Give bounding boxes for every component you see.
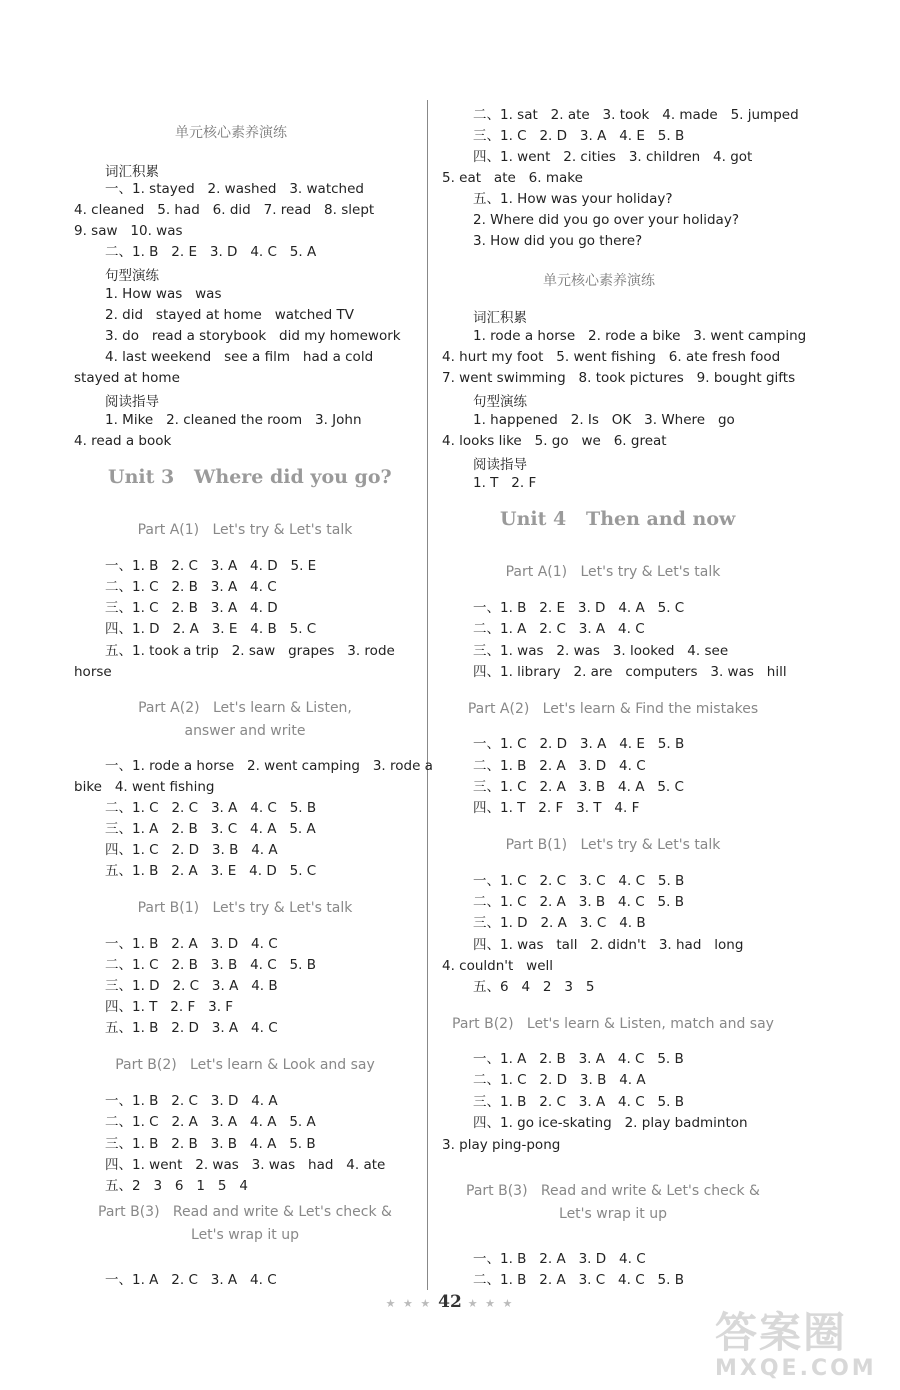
section-title: 单元核心素养演练 — [543, 273, 655, 289]
answer-line: 一、1. B 2. C 3. A 4. D 5. E — [105, 558, 317, 574]
reading-heading: 阅读指导 — [105, 394, 159, 410]
answer-line: 二、1. C 2. B 3. B 4. C 5. B — [105, 957, 316, 973]
answer-line: 三、1. B 2. C 3. A 4. C 5. B — [473, 1094, 684, 1110]
answer-line: 五、2 3 6 1 5 4 — [105, 1178, 248, 1194]
part-heading: Part A(2) Let's learn & Find the mistakes — [467, 701, 759, 717]
answer-line: 二、1. B 2. E 3. D 4. C 5. A — [105, 244, 317, 260]
answer-line: 2. Where did you go over your holiday? — [473, 212, 739, 228]
part-heading: Part B(3) Read and write & Let's check & — [98, 1204, 392, 1220]
part-heading: Part B(2) Let's learn & Look and say — [115, 1057, 375, 1073]
part-heading: Part B(1) Let's try & Let's talk — [137, 900, 353, 916]
answer-line: 二、1. sat 2. ate 3. took 4. made 5. jumped — [473, 107, 799, 123]
answer-line: 一、1. A 2. C 3. A 4. C — [105, 1272, 277, 1288]
answer-line: 五、6 4 2 3 5 — [473, 979, 595, 995]
answer-line: 二、1. B 2. A 3. C 4. C 5. B — [473, 1272, 684, 1288]
answer-line: 1. How was was — [105, 286, 222, 302]
answer-line: 4. last weekend see a film had a cold — [105, 349, 374, 365]
answer-line: 7. went swimming 8. took pictures 9. bought gifts — [442, 370, 796, 386]
answer-line: 二、1. B 2. A 3. D 4. C — [473, 758, 646, 774]
answer-line: 四、1. went 2. was 3. was had 4. ate — [105, 1157, 386, 1173]
answer-line: 9. saw 10. was — [74, 223, 183, 239]
answer-line: 五、1. B 2. A 3. E 4. D 5. C — [105, 863, 317, 879]
section-title: 单元核心素养演练 — [175, 125, 287, 141]
answer-line: 一、1. rode a horse 2. went camping 3. rode a — [105, 758, 433, 774]
unit-3-title: Unit 3 Where did you go? — [108, 466, 392, 488]
answer-line: 1. Mike 2. cleaned the room 3. John — [105, 412, 362, 428]
answer-line: 三、1. D 2. A 3. C 4. B — [473, 915, 646, 931]
answer-line: 四、1. C 2. D 3. B 4. A — [105, 842, 278, 858]
answer-line: 4. read a book — [74, 433, 172, 449]
part-heading: Part B(1) Let's try & Let's talk — [505, 837, 721, 853]
answer-line: 1. happened 2. Is OK 3. Where go — [473, 412, 735, 428]
answer-line: 2. did stayed at home watched TV — [105, 307, 354, 323]
answer-line: horse — [74, 664, 112, 680]
answer-line: 三、1. C 2. D 3. A 4. E 5. B — [473, 128, 685, 144]
vocab-heading: 词汇积累 — [105, 164, 159, 180]
answer-line: 五、1. How was your holiday? — [473, 191, 673, 207]
answer-line: 一、1. B 2. A 3. D 4. C — [473, 1251, 646, 1267]
answer-line: bike 4. went fishing — [74, 779, 215, 795]
answer-line: 一、1. B 2. E 3. D 4. A 5. C — [473, 600, 685, 616]
answer-line: 1. rode a horse 2. rode a bike 3. went camping — [473, 328, 807, 344]
sentence-heading: 句型演练 — [473, 394, 527, 410]
answer-line: 1. T 2. F — [473, 475, 537, 491]
answer-line: 3. How did you go there? — [473, 233, 643, 249]
answer-line: 一、1. B 2. C 3. D 4. A — [105, 1093, 278, 1109]
answer-line: 三、1. C 2. A 3. B 4. A 5. C — [473, 779, 684, 795]
answer-line: 二、1. C 2. A 3. A 4. A 5. A — [105, 1114, 316, 1130]
vocab-heading: 词汇积累 — [473, 310, 527, 326]
answer-line: 二、1. C 2. D 3. B 4. A — [473, 1072, 646, 1088]
answer-line: 二、1. C 2. B 3. A 4. C — [105, 579, 277, 595]
part-heading-cont: answer and write — [184, 723, 306, 739]
answer-line: 四、1. went 2. cities 3. children 4. got — [473, 149, 753, 165]
part-heading: Part A(1) Let's try & Let's talk — [137, 522, 353, 538]
part-heading-cont: Let's wrap it up — [559, 1206, 667, 1222]
column-divider — [427, 100, 428, 1290]
answer-line: 四、1. T 2. F 3. F — [105, 999, 234, 1015]
answer-line: 二、1. C 2. C 3. A 4. C 5. B — [105, 800, 317, 816]
watermark-text: 答案圈 — [715, 1308, 848, 1357]
answer-line: 四、1. go ice-skating 2. play badminton — [473, 1115, 748, 1131]
answer-line: 五、1. B 2. D 3. A 4. C — [105, 1020, 278, 1036]
answer-line: 4. couldn't well — [442, 958, 554, 974]
answer-line: 一、1. A 2. B 3. A 4. C 5. B — [473, 1051, 684, 1067]
reading-heading: 阅读指导 — [473, 457, 527, 473]
part-heading: Part A(2) Let's learn & Listen, — [138, 700, 352, 716]
answer-line: 三、1. B 2. B 3. B 4. A 5. B — [105, 1136, 316, 1152]
answer-line: 三、1. A 2. B 3. C 4. A 5. A — [105, 821, 316, 837]
star-icon: ★ ★ ★ — [385, 1297, 433, 1310]
answer-line: 二、1. A 2. C 3. A 4. C — [473, 621, 645, 637]
answer-line: 一、1. B 2. A 3. D 4. C — [105, 936, 278, 952]
answer-line: 一、1. C 2. D 3. A 4. E 5. B — [473, 736, 685, 752]
answer-line: 四、1. library 2. are computers 3. was hill — [473, 664, 787, 680]
answer-line: 4. hurt my foot 5. went fishing 6. ate fresh food — [442, 349, 781, 365]
answer-line: 四、1. was tall 2. didn't 3. had long — [473, 937, 744, 953]
answer-line: 五、1. took a trip 2. saw grapes 3. rode — [105, 643, 395, 659]
watermark-logo — [715, 1300, 895, 1385]
answer-line: 5. eat ate 6. make — [442, 170, 583, 186]
unit-4-title: Unit 4 Then and now — [500, 508, 736, 530]
sentence-heading: 句型演练 — [105, 268, 159, 284]
answer-line: 4. looks like 5. go we 6. great — [442, 433, 667, 449]
answer-line: 一、1. C 2. C 3. C 4. C 5. B — [473, 873, 685, 889]
answer-line: 3. play ping-pong — [442, 1137, 561, 1153]
page-number: 42 — [438, 1292, 462, 1312]
answer-line: 3. do read a storybook did my homework — [105, 328, 401, 344]
answer-line: 三、1. D 2. C 3. A 4. B — [105, 978, 278, 994]
part-heading: Part B(3) Read and write & Let's check & — [466, 1183, 760, 1199]
answer-line: 一、1. stayed 2. washed 3. watched — [105, 181, 364, 197]
answer-line: 4. cleaned 5. had 6. did 7. read 8. slept — [74, 202, 375, 218]
answer-line: stayed at home — [74, 370, 180, 386]
answer-line: 二、1. C 2. A 3. B 4. C 5. B — [473, 894, 684, 910]
star-icon: ★ ★ ★ — [467, 1297, 515, 1310]
part-heading: Part B(2) Let's learn & Listen, match and say — [452, 1016, 774, 1032]
watermark-url: MXQE.COM — [715, 1356, 877, 1381]
answer-line: 四、1. T 2. F 3. T 4. F — [473, 800, 640, 816]
answer-line: 四、1. D 2. A 3. E 4. B 5. C — [105, 621, 317, 637]
part-heading-cont: Let's wrap it up — [191, 1227, 299, 1243]
answer-line: 三、1. C 2. B 3. A 4. D — [105, 600, 278, 616]
answer-line: 三、1. was 2. was 3. looked 4. see — [473, 643, 729, 659]
part-heading: Part A(1) Let's try & Let's talk — [505, 564, 721, 580]
